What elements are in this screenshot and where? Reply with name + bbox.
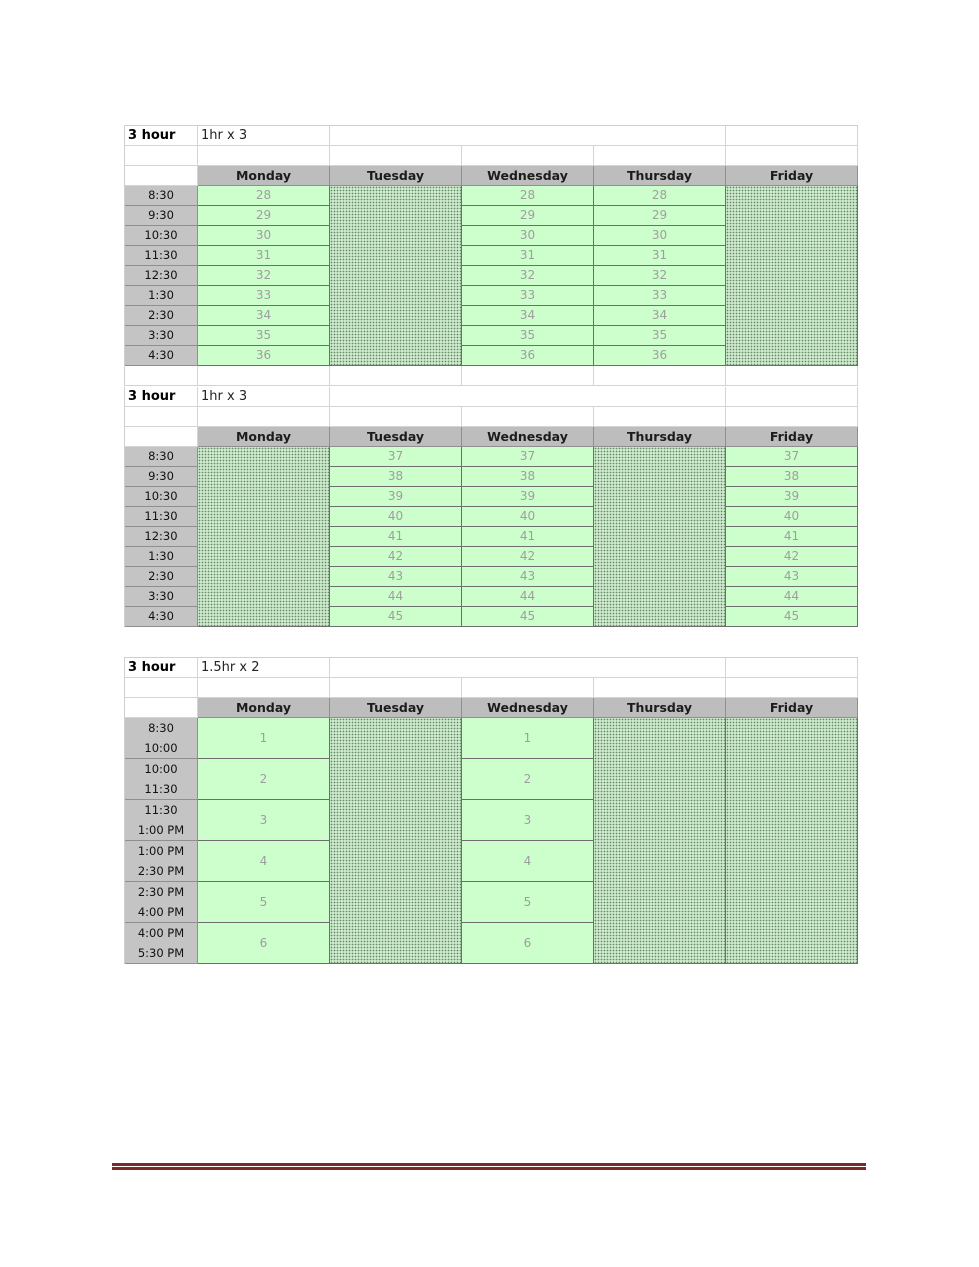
time-end: 11:30 — [144, 782, 178, 796]
slot-cell: 42 — [330, 547, 462, 567]
time-range — [125, 759, 198, 800]
time-label: 9:30 — [125, 206, 198, 226]
blank-cell — [726, 146, 858, 166]
schedule-format: 1hr x 3 — [198, 387, 330, 407]
slot-cell: 43 — [462, 567, 594, 587]
time-label: 12:30 — [125, 266, 198, 286]
slot-cell: 44 — [330, 587, 462, 607]
slot-cell: 43 — [726, 567, 858, 587]
day-header-monday: Monday — [198, 427, 330, 447]
time-label: 8:30 — [125, 447, 198, 467]
blocked-cell — [594, 718, 726, 964]
slot-cell: 32 — [594, 266, 726, 286]
slot-cell: 31 — [198, 246, 330, 266]
time-label: 1:30 — [125, 286, 198, 306]
blank-cell — [726, 407, 858, 427]
slot-cell: 30 — [462, 226, 594, 246]
day-header-tuesday: Tuesday — [330, 427, 462, 447]
slot-cell: 2 — [198, 759, 330, 800]
slot-cell: 39 — [726, 487, 858, 507]
footer-rule — [112, 1163, 866, 1170]
blank-cell — [125, 678, 198, 698]
time-end: 5:30 PM — [137, 946, 185, 960]
slot-cell: 37 — [726, 447, 858, 467]
blank-cell — [330, 407, 462, 427]
slot-cell: 38 — [462, 467, 594, 487]
time-end: 10:00 — [144, 741, 178, 755]
slot-cell: 39 — [462, 487, 594, 507]
blocked-cell — [726, 186, 858, 366]
slot-cell: 28 — [594, 186, 726, 206]
day-header-tuesday: Tuesday — [330, 698, 462, 718]
slot-cell: 41 — [726, 527, 858, 547]
time-start: 2:30 PM — [137, 885, 185, 899]
slot-cell: 35 — [594, 326, 726, 346]
blocked-cell — [198, 447, 330, 627]
blocked-cell — [594, 447, 726, 627]
time-label: 4:30 — [125, 346, 198, 366]
slot-cell: 36 — [594, 346, 726, 366]
slot-cell: 29 — [198, 206, 330, 226]
schedule-format: 1.5hr x 2 — [198, 658, 330, 678]
slot-cell: 34 — [198, 306, 330, 326]
time-label: 9:30 — [125, 467, 198, 487]
schedule-table — [124, 387, 858, 627]
slot-cell: 4 — [462, 841, 594, 882]
schedule-table — [124, 125, 858, 386]
slot-cell: 37 — [462, 447, 594, 467]
blank-cell — [330, 126, 726, 146]
blank-cell — [125, 407, 198, 427]
slot-cell: 6 — [462, 923, 594, 964]
slot-cell: 3 — [462, 800, 594, 841]
time-range — [125, 923, 198, 964]
slot-cell: 31 — [462, 246, 594, 266]
slot-cell: 33 — [462, 286, 594, 306]
slot-cell: 35 — [198, 326, 330, 346]
time-label: 3:30 — [125, 587, 198, 607]
time-label: 10:30 — [125, 487, 198, 507]
blank-cell — [198, 678, 330, 698]
slot-cell: 43 — [330, 567, 462, 587]
blank-cell — [330, 387, 726, 407]
blocked-cell — [726, 718, 858, 964]
day-header-wednesday: Wednesday — [462, 698, 594, 718]
slot-cell: 33 — [198, 286, 330, 306]
blank-cell — [125, 427, 198, 447]
blank-cell — [125, 366, 198, 386]
time-label: 2:30 — [125, 306, 198, 326]
blank-cell — [726, 678, 858, 698]
blank-cell — [198, 146, 330, 166]
blank-cell — [726, 366, 858, 386]
blank-cell — [594, 407, 726, 427]
slot-cell: 36 — [462, 346, 594, 366]
slot-cell: 2 — [462, 759, 594, 800]
slot-cell: 40 — [726, 507, 858, 527]
slot-cell: 40 — [330, 507, 462, 527]
time-range — [125, 800, 198, 841]
slot-cell: 41 — [330, 527, 462, 547]
slot-cell: 35 — [462, 326, 594, 346]
time-start: 11:30 — [144, 803, 178, 817]
blank-cell — [462, 366, 594, 386]
day-header-thursday: Thursday — [594, 427, 726, 447]
slot-cell: 41 — [462, 527, 594, 547]
slot-cell: 3 — [198, 800, 330, 841]
day-header-wednesday: Wednesday — [462, 166, 594, 186]
day-header-thursday: Thursday — [594, 166, 726, 186]
slot-cell: 39 — [330, 487, 462, 507]
slot-cell: 45 — [462, 607, 594, 627]
slot-cell: 5 — [198, 882, 330, 923]
slot-cell: 29 — [594, 206, 726, 226]
schedule-format: 1hr x 3 — [198, 126, 330, 146]
day-header-tuesday: Tuesday — [330, 166, 462, 186]
time-end: 2:30 PM — [137, 864, 185, 878]
blank-cell — [125, 698, 198, 718]
time-label: 12:30 — [125, 527, 198, 547]
blocked-cell — [330, 186, 462, 366]
slot-cell: 4 — [198, 841, 330, 882]
schedule-table — [124, 657, 858, 964]
slot-cell: 30 — [594, 226, 726, 246]
blank-cell — [462, 407, 594, 427]
slot-cell: 42 — [726, 547, 858, 567]
slot-cell: 44 — [726, 587, 858, 607]
day-header-monday: Monday — [198, 166, 330, 186]
blank-cell — [330, 658, 726, 678]
time-range — [125, 718, 198, 759]
blank-cell — [198, 407, 330, 427]
slot-cell: 40 — [462, 507, 594, 527]
blank-cell — [594, 366, 726, 386]
slot-cell: 31 — [594, 246, 726, 266]
day-header-friday: Friday — [726, 427, 858, 447]
slot-cell: 37 — [330, 447, 462, 467]
slot-cell: 42 — [462, 547, 594, 567]
day-header-monday: Monday — [198, 698, 330, 718]
blocked-cell — [330, 718, 462, 964]
slot-cell: 32 — [198, 266, 330, 286]
slot-cell: 33 — [594, 286, 726, 306]
time-range — [125, 841, 198, 882]
day-header-friday: Friday — [726, 166, 858, 186]
slot-cell: 45 — [726, 607, 858, 627]
time-end: 1:00 PM — [137, 823, 185, 837]
slot-cell: 34 — [462, 306, 594, 326]
time-label: 1:30 — [125, 547, 198, 567]
slot-cell: 38 — [330, 467, 462, 487]
slot-cell: 34 — [594, 306, 726, 326]
blank-cell — [594, 146, 726, 166]
time-start: 10:00 — [144, 762, 178, 776]
blank-cell — [462, 678, 594, 698]
time-start: 8:30 — [148, 721, 174, 735]
schedule-label: 3 hour — [125, 658, 198, 678]
blank-cell — [125, 146, 198, 166]
blank-cell — [330, 678, 462, 698]
day-header-wednesday: Wednesday — [462, 427, 594, 447]
time-label: 11:30 — [125, 246, 198, 266]
slot-cell: 6 — [198, 923, 330, 964]
time-label: 3:30 — [125, 326, 198, 346]
blank-cell — [462, 146, 594, 166]
time-start: 1:00 PM — [137, 844, 185, 858]
time-range — [125, 882, 198, 923]
time-label: 8:30 — [125, 186, 198, 206]
slot-cell: 30 — [198, 226, 330, 246]
slot-cell: 28 — [198, 186, 330, 206]
slot-cell: 38 — [726, 467, 858, 487]
slot-cell: 1 — [462, 718, 594, 759]
blank-cell — [726, 126, 858, 146]
slot-cell: 36 — [198, 346, 330, 366]
slot-cell: 32 — [462, 266, 594, 286]
time-label: 11:30 — [125, 507, 198, 527]
slot-cell: 1 — [198, 718, 330, 759]
time-label: 10:30 — [125, 226, 198, 246]
slot-cell: 28 — [462, 186, 594, 206]
schedule-label: 3 hour — [125, 387, 198, 407]
time-end: 4:00 PM — [137, 905, 185, 919]
blank-cell — [726, 658, 858, 678]
blank-cell — [198, 366, 330, 386]
slot-cell: 5 — [462, 882, 594, 923]
time-label: 4:30 — [125, 607, 198, 627]
slot-cell: 45 — [330, 607, 462, 627]
day-header-friday: Friday — [726, 698, 858, 718]
schedule-label: 3 hour — [125, 126, 198, 146]
blank-cell — [726, 387, 858, 407]
day-header-thursday: Thursday — [594, 698, 726, 718]
blank-cell — [330, 146, 462, 166]
slot-cell: 29 — [462, 206, 594, 226]
time-label: 2:30 — [125, 567, 198, 587]
blank-cell — [594, 678, 726, 698]
blank-cell — [330, 366, 462, 386]
time-start: 4:00 PM — [137, 926, 185, 940]
blank-cell — [125, 166, 198, 186]
slot-cell: 44 — [462, 587, 594, 607]
